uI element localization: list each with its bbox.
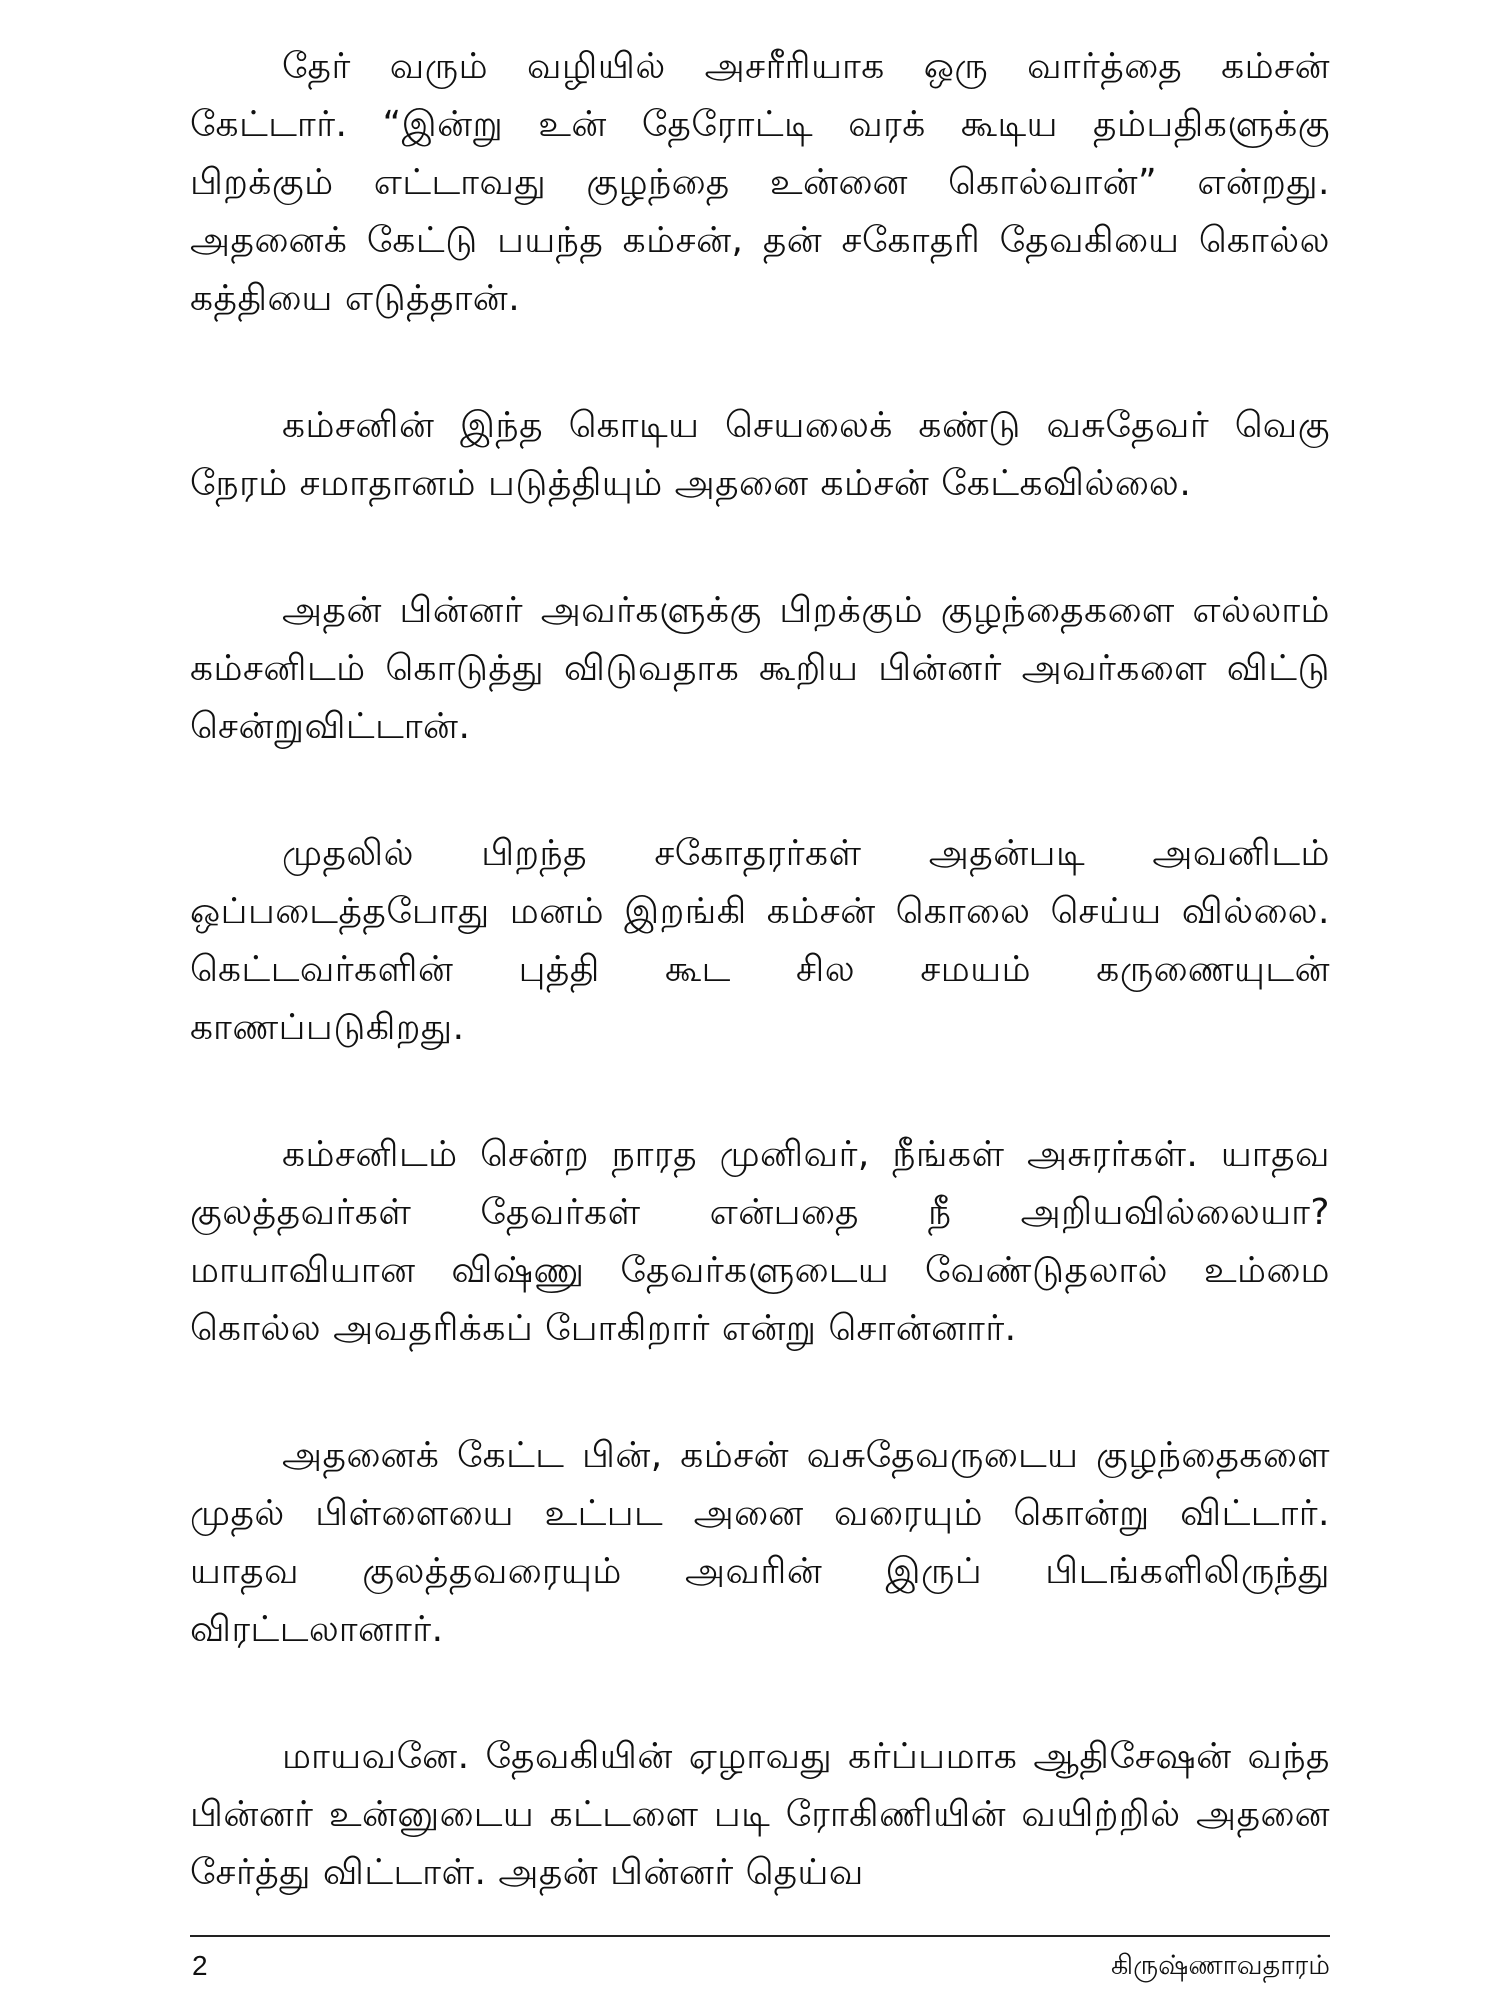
paragraph-2: கம்சனின் இந்த கொடிய செயலைக் கண்டு வசுதேவர் வெகு நேரம் சமாதானம் படுத்தியும் அதனை கம்சன் கேட்கவில்லை. bbox=[190, 405, 1330, 504]
footer-divider bbox=[190, 1935, 1330, 1937]
paragraph-1: தேர் வரும் வழியில் அசரீரியாக ஒரு வார்த்தை கம்சன் கேட்டார். “இன்று உன் தேரோட்டி வரக் கூடிய தம்பதிகளுக்கு பிறக்கும் எட்டாவது குழந்தை உன்னை கொல்வான்” என்றது. அதனைக் கேட்டு பயந்த கம்சன், தன் சகோதரி தேவகியை கொல்ல கத்தியை எடுத்தான். bbox=[190, 46, 1330, 319]
paragraph-3: அதன் பின்னர் அவர்களுக்கு பிறக்கும் குழந்தைகளை எல்லாம் கம்சனிடம் கொடுத்து விடுவதாக கூறிய பின்னர் அவர்களை விட்டு சென்றுவிட்டான். bbox=[190, 590, 1330, 747]
page-number: 2 bbox=[192, 1950, 208, 1981]
paragraph-7: மாயவனே. தேவகியின் ஏழாவது கர்ப்பமாக ஆதிசேஷன் வந்த பின்னர் உன்னுடைய கட்டளை படி ரோகிணியின் வயிற்றில் அதனை சேர்த்து விட்டாள். அதன் பின்னர் தெய்வ bbox=[190, 1736, 1330, 1893]
paragraph-5: கம்சனிடம் சென்ற நாரத முனிவர், நீங்கள் அசுரர்கள். யாதவ குலத்தவர்கள் தேவர்கள் என்பதை நீ அறியவில்லையா? மாயாவியான விஷ்ணு தேவர்களுடைய வேண்டுதலால் உம்மை கொல்ல அவதரிக்கப் போகிறார் என்று சொன்னார். bbox=[190, 1134, 1330, 1349]
running-title: கிருஷ்ணாவதாரம் bbox=[1110, 1950, 1330, 1981]
paragraph-4: முதலில் பிறந்த சகோதரர்கள் அதன்படி அவனிடம் ஒப்படைத்தபோது மனம் இறங்கி கம்சன் கொலை செய்ய வில்லை. கெட்டவர்களின் புத்தி கூட சில சமயம் கருணையுடன் காணப்படுகிறது. bbox=[190, 833, 1330, 1048]
paragraph-6: அதனைக் கேட்ட பின், கம்சன் வசுதேவருடைய குழந்தைகளை முதல் பிள்ளையை உட்பட அனை வரையும் கொன்று விட்டார். யாதவ குலத்தவரையும் அவரின் இருப் பிடங்களிலிருந்து விரட்டலானார். bbox=[190, 1435, 1330, 1650]
page-footer bbox=[190, 1946, 1330, 1986]
page-body bbox=[190, 38, 1330, 1902]
